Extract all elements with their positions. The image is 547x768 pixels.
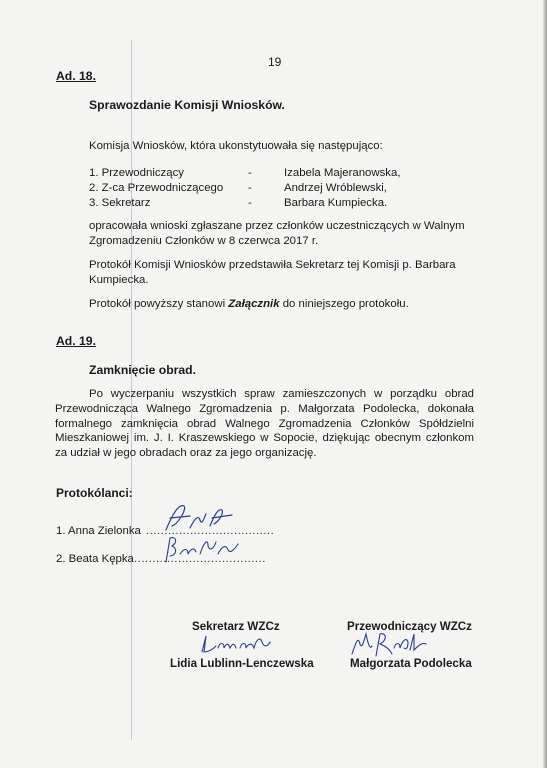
protocol-name: 1. Anna Zielonka — [56, 525, 141, 537]
protocol-dots: ................................... — [146, 525, 275, 537]
scan-edge-shadow — [543, 0, 547, 768]
ad19-heading: Ad. 19. — [56, 334, 96, 348]
member-role: 3. Sekretarz — [89, 197, 151, 209]
member-role: 2. Z-ca Przewodniczącego — [89, 182, 224, 194]
member-dash: - — [248, 197, 252, 209]
signature-beata-kepka — [160, 530, 244, 566]
member-name: Izabela Majeranowska, — [284, 167, 401, 179]
ad18-heading: Ad. 18. — [56, 69, 96, 83]
attachment-word: Załącznik — [228, 298, 280, 310]
member-name: Andrzej Wróblewski, — [284, 182, 387, 194]
protocol-label: Protokólanci: — [56, 486, 133, 500]
signature-secretary — [198, 630, 274, 658]
secretary-title: Sekretarz WZCz — [192, 620, 280, 633]
ad18-para3-before: Protokół powyższy stanowi — [89, 298, 229, 310]
ad18-para2-line2: Kumpiecka. — [89, 274, 149, 286]
chair-title: Przewodniczący WZCz — [347, 620, 472, 633]
protocol-name: 2. Beata Kępka — [56, 553, 134, 565]
ad18-para1-line2: Zgromadzeniu Członków w 8 czerwca 2017 r. — [89, 235, 319, 247]
protocol-dots: .................................... — [134, 553, 266, 565]
ad18-para3-after: do niniejszego protokołu. — [279, 298, 409, 310]
member-name: Barbara Kumpiecka. — [284, 197, 388, 209]
member-role: 1. Przewodniczący — [89, 167, 184, 179]
ad18-para3 — [89, 297, 409, 311]
member-dash: - — [248, 182, 252, 194]
secretary-name: Lidia Lublinn-Lenczewska — [170, 657, 314, 670]
ad19-body: Po wyczerpaniu wszystkich spraw zamieszczonych w porządku obrad Przewodnicząca Walnego Zgromadzenia p. Małgorzata Podolecka, dokonała formalnego zamknięcia obrad Walnego Zgromadzenia Członków Spółdzielni Mieszkaniowej im. J. I. Kraszewskiego w Sopocie, dziękując obecnym członkom za udział w jego obradach oraz za jego organizację. — [55, 388, 474, 460]
ad18-intro: Komisja Wniosków, która ukonstytuowała się następująco: — [89, 140, 383, 152]
page-number: 19 — [268, 55, 282, 69]
chair-name: Małgorzata Podolecka — [350, 657, 472, 670]
ad18-para2-line1: Protokół Komisji Wniosków przedstawiła Sekretarz tej Komisji p. Barbara — [89, 259, 456, 271]
ad18-para1-line1: opracowała wnioski zgłaszane przez członków uczestniczących w Walnym — [89, 220, 465, 232]
ad18-title: Sprawozdanie Komisji Wniosków. — [89, 98, 285, 112]
ad19-title: Zamknięcie obrad. — [89, 363, 197, 377]
member-dash: - — [248, 167, 252, 179]
